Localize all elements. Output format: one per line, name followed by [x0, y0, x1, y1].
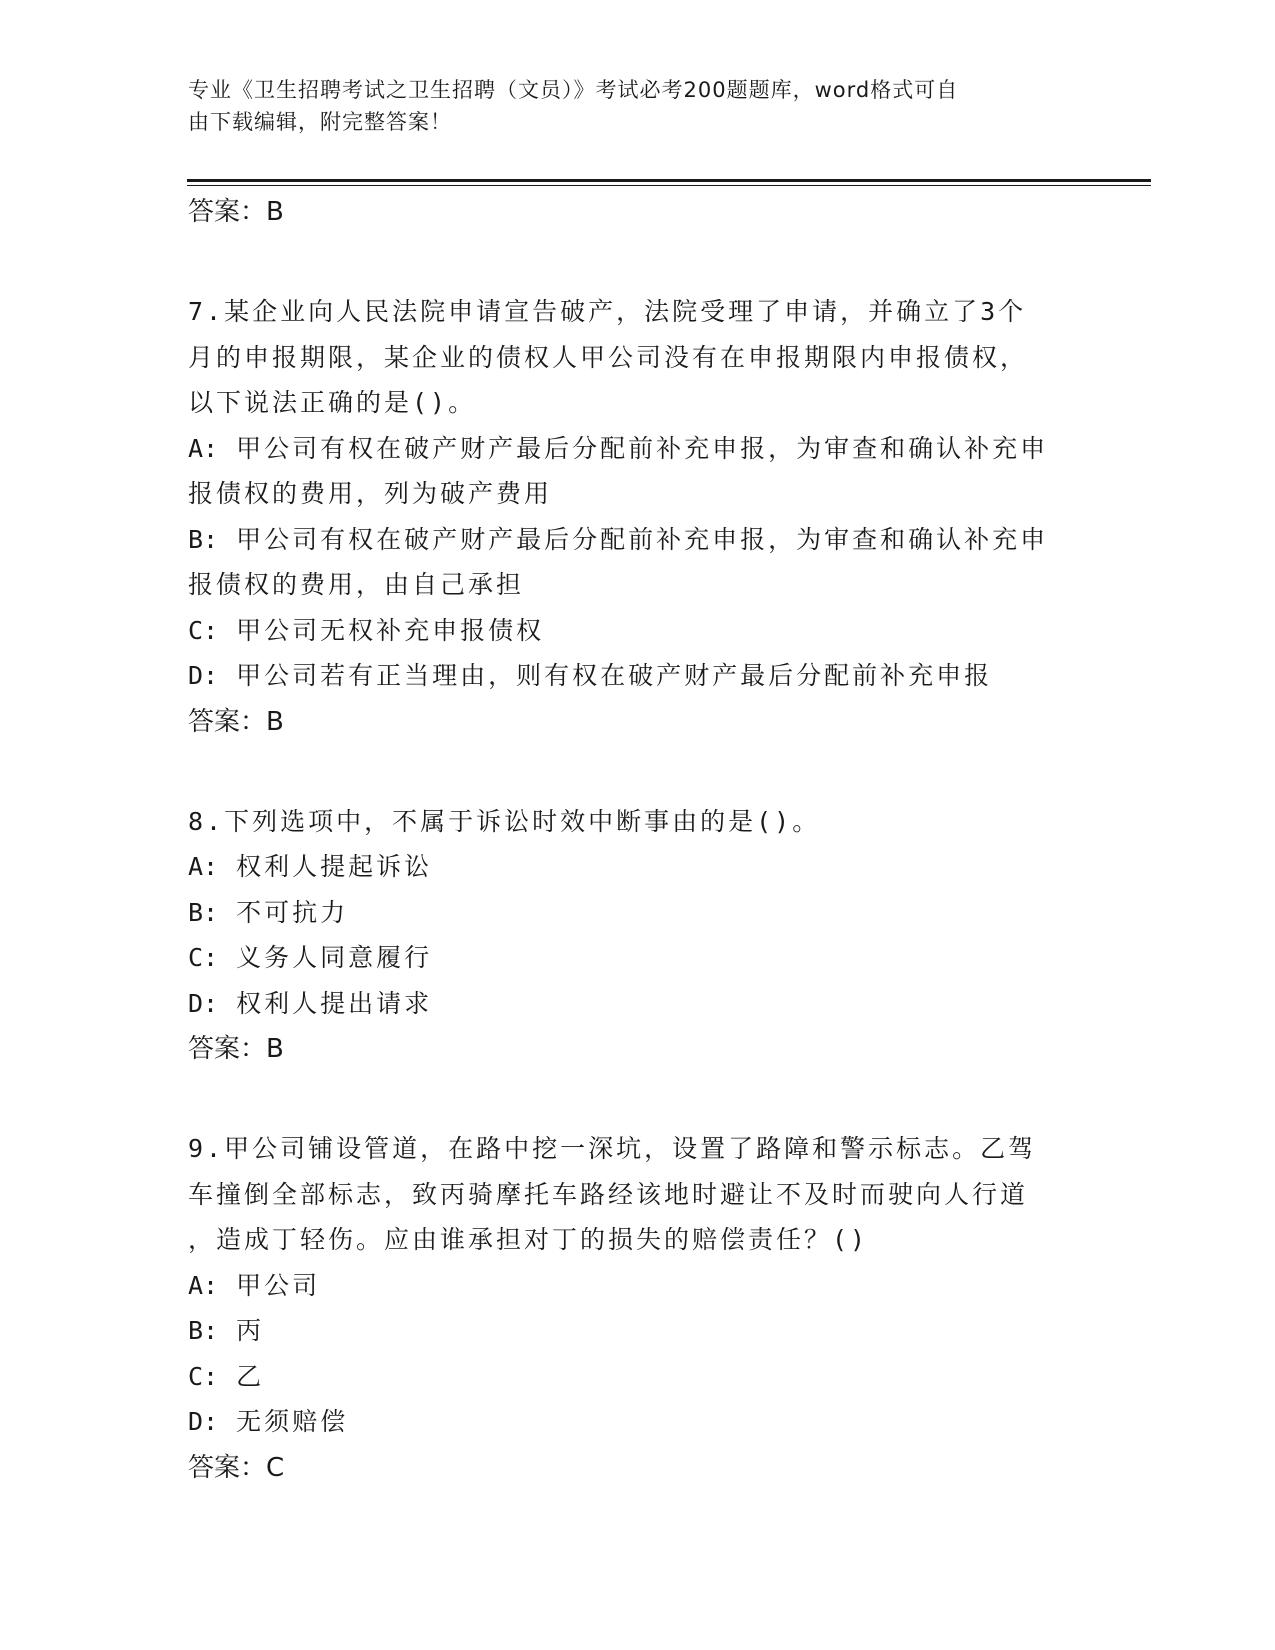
option-a-cont: 报债权的费用，列为破产费用 [188, 479, 553, 508]
answer-line: 答案：B [188, 197, 284, 227]
option-d: D: 权利人提出请求 [188, 988, 433, 1018]
option-a: A: 甲公司有权在破产财产最后分配前补充申报，为审查和确认补充申 [188, 433, 1049, 463]
question-block-8 [188, 799, 1088, 1073]
option-b: B: 丙 [188, 1316, 265, 1345]
question-text-line: 车撞倒全部标志，致丙骑摩托车路经该地时避让不及时而驶向人行道 [188, 1179, 1029, 1209]
option-d: D: 甲公司若有正当理由，则有权在破产财产最后分配前补充申报 [188, 661, 993, 690]
answer-line: 答案：B [188, 1034, 284, 1064]
question-text-line: 以下说法正确的是()。 [188, 388, 477, 417]
question-block-7 [188, 289, 1088, 745]
question-text-line: ，造成丁轻伤。应由谁承担对丁的损失的赔偿责任？() [188, 1225, 869, 1254]
option-a: A: 甲公司 [188, 1270, 321, 1300]
option-a: A: 权利人提起诉讼 [188, 852, 433, 881]
option-b: B: 甲公司有权在破产财产最后分配前补充申报，为审查和确认补充申 [188, 524, 1049, 554]
spacer [188, 235, 1088, 289]
question-text-line: 7.某企业向人民法院申请宣告破产，法院受理了申请，并确立了3个 [188, 297, 1027, 326]
question-text-line: 月的申报期限，某企业的债权人甲公司没有在申报期限内申报债权， [188, 342, 1029, 372]
question-text-line: 9.甲公司铺设管道，在路中挖一深坑，设置了路障和警示标志。乙驾 [188, 1134, 1037, 1163]
option-b-cont: 报债权的费用，由自己承担 [188, 570, 525, 599]
option-c: C: 甲公司无权补充申报债权 [188, 615, 545, 645]
option-c: C: 乙 [188, 1361, 265, 1391]
answer-line: 答案：C [188, 1452, 285, 1483]
option-b: B: 不可抗力 [188, 897, 349, 927]
document-body [188, 189, 1088, 1491]
header-rule-thin [187, 185, 1151, 186]
question-block-9 [188, 1126, 1088, 1491]
option-d: D: 无须赔偿 [188, 1407, 349, 1436]
spacer [188, 745, 1088, 799]
header-line-2: 由下载编辑，附完整答案！ [188, 110, 452, 134]
question-text-line: 8.下列选项中，不属于诉讼时效中断事由的是()。 [188, 806, 821, 836]
option-c: C: 义务人同意履行 [188, 943, 433, 972]
document-header [188, 74, 1068, 138]
header-rule-thick [187, 179, 1151, 182]
spacer [188, 1072, 1088, 1126]
answer-line: 答案：B [188, 706, 284, 737]
header-line-1: 专业《卫生招聘考试之卫生招聘（文员）》考试必考200题题库，word格式可自 [188, 78, 959, 102]
